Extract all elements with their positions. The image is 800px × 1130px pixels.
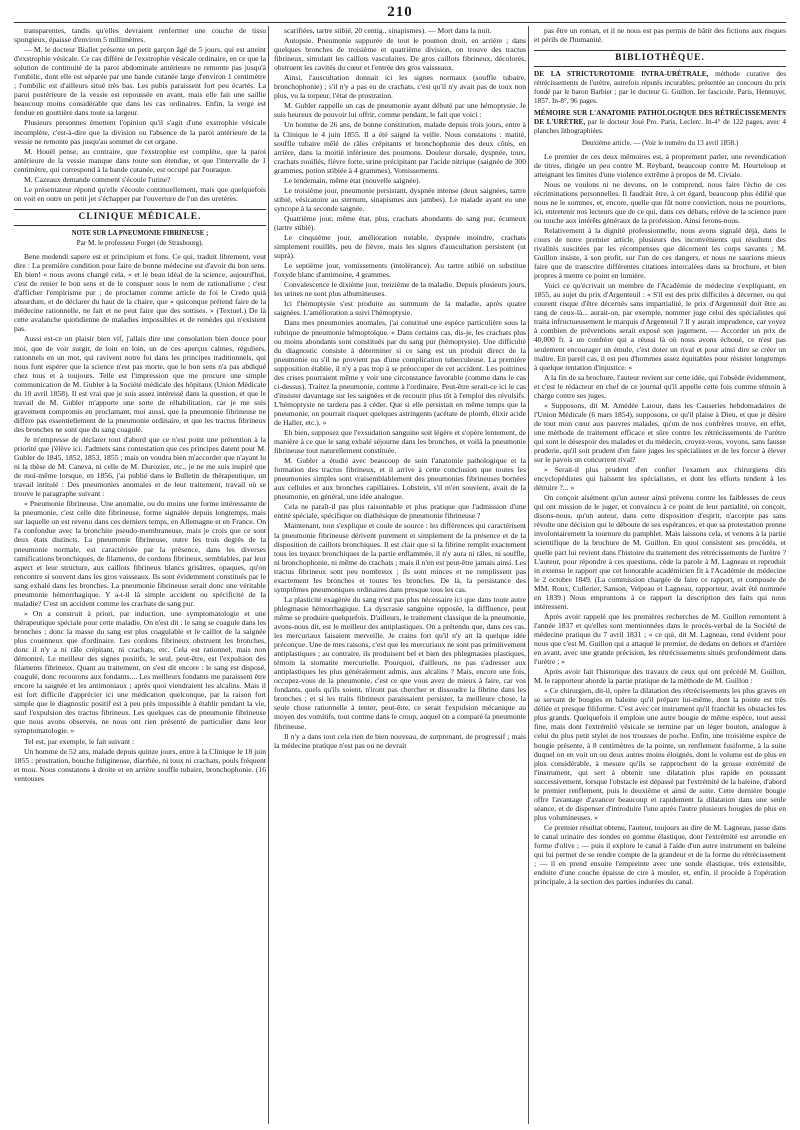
paragraph: La plasticité exagérée du sang n'est pas plus nécessaire ici que dans toute autre phlegmasie hémorrhagique. La dyscrasie sanguine opposée, la diffluence, peut même se produire quelquefois. D'ailleurs, le traitement classique de la pneumonie, avons-nous dit, est le meilleur des antiplastiques. On a prétendu que, dans ces cas, les mercuriaux faisaient merveille. Je crains fort qu'il n'y ait là quelque idée préconçue. Une de mes raisons, c'est que les mercuriaux ne sont pas primitivement antiplastiques ; au contraire, ils produisent bel et bien des phlegmasies plastiques, témoin la stomatite mercurielle. Pourquoi, d'ailleurs, ne pas s'adresser aux antiplastiques les plus généralement admis, aux alcalins ? Mais, encore une fois, occupez-vous de la pneumonie, c'est ce que vous avez de mieux à faire, car vos fondants, quels qu'ils soient, n'iront pas chercher et dissoudre la fibrine dans les bronches ; et si les traits fibrineux paraissaient persister, la meilleure chose, la seule chose rationnelle à tenter, peut-être, ce serait l'expulsion mécanique au moyen des vomitifs, tout comme dans le croup, auquel on a comparé la pneumonie fibrineuse.: [274, 594, 526, 731]
paragraph: Nous ne voulons ni ne devons, on le comprend, nous faire l'écho de ces récriminations personnelles. Il faudrait être, à cet égard, beaucoup plus édifié que nous ne le sommes, et, encore, quelle que fût notre conviction, nous ne pourrions, ici, entretenir nos lecteurs que de ce qui, dans ces débats, relève de la science pure ou touche aux intérêts généraux de la profession. Ainsi ferons-nous.: [534, 179, 786, 225]
paragraph: « Ce chirurgien, dit-il, opère la dilatation des rétrécissements les plus graves en se servant de bougies en baleine qu'il prépare lui-même, dont la pointe est très déliée et presque filiforme. C'est avec cet instrument qu'il franchit les obstacles les plus grands. Quelquefois il emploie une autre bougie de même espèce, tout aussi fine, mais dont l'extrémité vésicale se termine par un léger bouton, analogue à celui du plus petit stylet de nos trousses de poche. Enfin, une troisième espèce de bougie présente, à 8 centimètres de la pointe, un renflement fusiforme, à la suite duquel on en voit un ou deux autres moins éloignés, dont le volume est de plus en plus considérable, à mesure qu'ils se rapprochent de la grosse extrémité de l'instrument, qui sert à obtenir une dilatation plus rapide en poussant successivement, lorsque l'obstacle est dépassé par l'extrémité de la baleine, d'abord le premier renflement, puis le deuxième et ainsi de suite. Cette dernière bougie offre l'avantage d'avancer beaucoup et rapidement la dilatation dans une seule séance, et de dispenser d'introduire l'une après l'autre plusieurs bougies de plus en plus volumineuses. »: [534, 686, 786, 822]
column-divider: [528, 26, 529, 1124]
article-title: NOTE SUR LA PNEUMONIE FIBRINEUSE ;: [71, 229, 209, 237]
paragraph: Voici ce qu'écrivait un membre de l'Académie de médecine s'expliquant, en 1855, au sujet du prix d'Argenteuil : « S'il est des prix difficiles à décerner, ou qui courent risque d'être décernés sans impartialité, le prix d'Argenteuil doit être au rang de ceux-là... aurait-on, par exemple, nommer juge celui des spécialistes qui traita infructueusement le marquis d'Argenteuil ? Il y aurait imprudence, car voyez à combien de préventions serait exposé son jugement. — Accorder un prix de 40,000 fr. à un confrère qui a réussi là où nous avons échoué, ce n'est pas seulement encourager un émule, c'est doter un rival et pour ainsi dire se créer un maître. En pareil cas, il est peu d'hommes assez équitables pour résister longtemps à quelque tentation d'injustice. »: [534, 281, 786, 372]
paragraph: Après avoir fait l'historique des travaux de ceux qui ont précédé M. Guillon, M. le rapporteur aborde la partie pratique de la méthode de M. Guillon :: [534, 667, 786, 686]
paragraph: A la fin de sa brochure, l'auteur revient sur cette idée, qui l'obsède évidemment, et c'est le rédacteur en chef de ce journal qu'il appelle cette fois comme témoin à charge contre ses juges.: [534, 372, 786, 400]
header-rule: [14, 22, 786, 23]
bibliography-details: par le docteur José Pro. Paris, Leclerc. In-4° de 122 pages, avec 4 planches lithographiées.: [534, 118, 786, 136]
column-3: [534, 26, 786, 1124]
paragraph: Ainsi, l'auscultation donnait ici les signes normaux (souffle tubaire, bronchophonie) ; s'il n'y a pas eu de crachats, c'est qu'il n'y avait pas de toux non plus, vu la torpeur, l'état de prostration.: [274, 73, 526, 101]
paragraph: Autopsie. Pneumonie suppurée de tout le poumon droit, en arrière ; dans quelques bronches de troisième et quatrième division, on trouve des tractus fibrineux, simulant les caillots vasculaires. De gros caillots fibrineux, décolorés, obstruent les cavités du cœur et l'entrée des gros vaisseaux.: [274, 36, 526, 73]
bibliography-entry: [534, 109, 786, 136]
paragraph: Tel est, par exemple, le fait suivant :: [24, 736, 135, 746]
bibliography-details: méthode curative des rétrécissements de l'urètre, autrefois réputés incurables, présentée au concours du prix fondé par le baron Barbier ; par le docteur G. Guillon. Ier fascicule. Paris, Hennuyer, 1857. In-8°, 96 pages.: [534, 70, 786, 106]
paragraph: On conçoit aisément qu'un auteur ainsi prévenu contre les faiblesses de ceux qui ont mission de le juger, et convaincu à ce point de leur partialité, on conçoit, disons-nous, qu'un auteur, dans cette disposition d'esprit, n'accepte pas sans révolte une décision qui le déboute de ses espérances, et que sa protestation prenne involontairement la tournure du pamphlet. Mais laissons cela, et venons à la partie scientifique de la brochure de M. Guillon. En quoi consistent ses procédés, et quelle part lui revient dans l'histoire du traitement des rétrécissements de l'urètre ? L'auteur, pour répondre à ces questions, cède la parole à M. Lagneau et reproduit in extenso le rapport que cet honorable académicien fit à l'Académie de médecine le 2 octobre 1849. (La commission chargée de faire ce rapport, et composée de MM. Roux, Cullerier, Sanson, Velpeau et Lagneau, rapporteur, avait été nommée en 1839.) Nous empruntons à ce rapport la description des faits qui nous intéressent.: [534, 493, 786, 611]
paragraph: Le présentateur répond qu'elle s'écoule continuellement, mais que quelquefois on voit en outre un petit jet s'échapper par l'ouverture de l'un des uretères.: [14, 184, 266, 203]
paragraph: M. Gubler rappelle un cas de pneumonie ayant débuté par une hémoptysie. Je suis heureux de pouvoir lui offrir, comme pendant, le fait que voici :: [274, 101, 526, 120]
article-note: Deuxième article. — (Voir le numéro du 13 avril 1858.): [581, 139, 739, 148]
paragraph: « Pneumonie fibrineuse. Une anomalie, ou du moins une forme intéressante de la pneumonie, c'est celle dite fibrineuse, forme signalée depuis longtemps, mais sur laquelle on est revenu dans ces derniers temps, en Allemagne et en France. On l'a confondue avec la bronchite pseudo-membraneuse, mais je crois que ce sont deux états distincts. La pneumonie fibrineuse, outre les trois degrés de la pneumonie normale, est caractérisée par la présence, dans les diverses ramifications bronchiques, de filaments, de cordons fibrineux, semblables, par leur aspect et leur structure, aux caillots fibrineux blancs grisâtres, opaques, qu'on rencontre si souvent dans les gros vaisseaux. Ils sont évidemment constitués par le sang exhalé dans les bronches. La pneumonie fibrineuse serait donc une véritable pneumonie hémorrhagique. Y a-t-il là simple accident ou spécificité de la maladie? C'est un accident comme les crachats de sang pur.: [14, 499, 266, 608]
paragraph: Le septième jour, vomissements (intolérance). Au tartre stibié on substitue l'oxyde blanc d'antimoine, 4 grammes.: [274, 261, 526, 280]
paragraph: Eh bien, supposez que l'exsudation sanguine soit légère et s'opère lentement, de manière à ce que le sang exhalé séjourne dans les bronches, et voilà la pneumonie fibrineuse tout naturellement constituée.: [274, 428, 526, 456]
paragraph: Le lendemain, même état (nouvelle saignée).: [284, 175, 421, 185]
paragraph: Je m'empresse de déclarer tout d'abord que ce n'est point une prétention à la priorité que j'élève ici. J'admets sans contestation que ces principes datent pour M. Gubler de 1845, 1852, 1853, 1855 ; mais on voudra bien m'accorder que n'ayant lu ni la thèse de M. Caneva, ni celle de M. Duroziez, etc., je ne me suis inspiré que de moi-même lorsque, en 1856, j'ai publié dans le Bulletin de thérapeutique, un travail intitulé : Des pneumonies anomales et de leur traitement, travail où se trouve le paragraphe suivant :: [14, 434, 266, 499]
paragraph: M. Houël pense, au contraire, que l'exstrophie est complète, que la paroi antérieure de la vessie manque dans toute son étendue, et que l'intervalle de 1 centimètre, qui correspond à la bande cutanée, est occupé par l'ouraque.: [14, 146, 266, 174]
paragraph: M. Cazeaux demande comment s'écoule l'urine?: [24, 174, 171, 184]
paragraph: Un homme de 52 ans, malade depuis quinze jours, entre à la Clinique le 18 juin 1855 : prostration, bouche fuligineuse, diarrhée, ni toux ni crachats, pouls fréquent et mou. Nous constatons à droite et en arrière souffle tubaire, bronchophonie. (16 ventouses: [14, 746, 266, 783]
paragraph: Plusieurs personnes émettent l'opinion qu'il s'agit d'une exstrophie vésicale incomplète, c'est-à-dire que la division ou l'absence de la paroi antérieure de la vessie ne remonte pas jusqu'au sommet de cet organe.: [14, 118, 266, 146]
bibliography-title: DE LA STRICTUROTOMIE INTRA-URÉTRALE,: [534, 70, 709, 79]
paragraph: Le troisième jour, pneumonie persistant, dyspnée intense (deux saignées, tartre stibié, vésicatoire au sternum, sinapismes aux jambes). Le malade ayant eu une syncope à la seconde saignée.: [274, 185, 526, 213]
paragraph: — M. le docteur Biallet présente un petit garçon âgé de 5 jours, qui est atteint d'exstrophie vésicale. Ce cas diffère de l'exstrophie vésicale ordinaire, en ce que la solution de continuité de la paroi abdominale antérieure ne remonte pas jusqu'à l'ombilic, dont elle est séparée par une bande cutanée large d'environ 1 centimètre ; l'ombilic est d'ailleurs situé très bas. Les pubis paraissent fort peu écartés. La paroi postérieure de la vessie est repoussée en avant, mais elle fait une saillie beaucoup moins considérable que dans les cas ordinaires. Enfin, la verge est fendue en gouttière dans toute sa largeur.: [14, 45, 266, 118]
section-title: BIBLIOTHÈQUE.: [534, 50, 786, 67]
paragraph: » Serait-il plus prudent d'en confier l'examen aux chirurgiens dits encyclopédistes qui haïssent les spécialistes, et dont les efforts tendent à les détruire ?... »: [534, 465, 786, 493]
paragraph: » On a construit à priori, par induction, une symptomatologie et une thérapeutique spéciale pour cette maladie. On n'est dit : le sang se coagule dans les bronches ; donc la masse du sang est plus coagulable et le caillot de la saignée plus couenneux que d'ordinaire. Les cordons fibrineux obstruent les bronches, donc il n'y a ni râle crépitant, ni crachats, etc. Cela est rationnel, mais non démontré. Le meilleur des signes positifs, le seul, peut-être, est l'expulsion des filaments fibrineux. Quant au traitement, on s'est dit encore : le sang est disposé, coagulé, donc recourons aux fondants.... Les meilleurs fondants me paraissent être encore la saignée et les antimoniaux ; après quoi viendraient les alcalins. Mais il est fort difficile d'apprécier ici une médication quelconque, par la raison fort simple que le diagnostic positif est à peu près impossible à établir pendant la vie, sauf l'expulsion des tractus fibrineux. Les quelques cas de pneumonie fibrineuse que nous avons observés, ne nous ont rien présenté de particulier dans leur symptomatologie. »: [14, 608, 266, 736]
paragraph: Dans mes pneumonies anomales, j'ai constitué une espèce particulière sous la rubrique de pneumonie hémoptoïque. « Dans certains cas, dis-je, les crachats plus ou moins abondants sont constitués par du sang pur (hémoptysie). Une difficulté du diagnostic consiste à déterminer si ce sang est un produit direct de la pneumonie ou s'il ne provient pas d'une complication tuberculeuse. La première supposition établie, il n'y a pas trop à se préoccuper de cet accident. Les poitrines des crises pourraient même y voir une circonstance favorable (comme dans le cas ci-dessus). Traitez la pneumonie, comme à l'ordinaire. Peut-être serait-ce ici le cas d'insister davantage sur les saignées et de recourir plus tôt à l'emploi des révulsifs. L'hémoptysie ne tardera pas à céder. Que si elle persistait en même temps que la pneumonie, on pourrait risquer quelques astringents (acétate de plomb, élixir acide de Haller, etc.). »: [274, 318, 526, 427]
paragraph: Le cinquième jour, amélioration notable, dyspnée moindre, crachats simplement rouillés, peu de fièvre, mais les signes d'auscultation persistent (ut suprà).: [274, 233, 526, 261]
paragraph: Convalescence le dixième jour, treizième de la maladie. Depuis plusieurs jours, les urines ne sont plus albumineuses.: [274, 280, 526, 299]
paragraph: Le premier de ces deux mémoires est, à proprement parler, une revendication de titres, dirigée un peu contre M. Reybard, beaucoup contre M. Heurteloup et atteignant les limites d'une violence extrême à propos de M. Civiale.: [534, 151, 786, 179]
paragraph: « Supposons, dit M. Amédée Latour, dans les Causeries hebdomadaires de l'Union Médicale (6 mars 1854), supposons, ce qu'il plaise à Dieu, et que je désire de tout mon cœur aux pauvres malades, qu'un de nos confrères trouve, en effet, une méthode de traitement efficace et sûre contre les rétrécissements de l'urètre qui sont le désespoir des malades et du médecin, croyez-vous, voyons, sans fausse pruderie, qu'il soit prudent d'en faire juges les spécialistes et de les forcer à élever sur le pavois un concurrent rival?: [534, 400, 786, 465]
column-1: [14, 26, 266, 1124]
paragraph: transparentes, tandis qu'elles devraient renfermer une couche de tissu spongieux, épaisse d'environ 5 millimètres.: [14, 26, 266, 45]
paragraph: M. Gubler a étudié avec beaucoup de soin l'anatomie pathologique et la formation des tractus fibrineux, et il arrive à cette conclusion que toutes les pneumonies simples sont vraisemblablement des pneumonies fibrineuses bornées aux cellules et aux bronches capillaires. Lobstein, s'il m'en souvient, avait de la pneumonie, en général, une idée analogue.: [274, 456, 526, 502]
paragraph: pas être un roman, et il ne nous est pas permis de bâtir des fictions aux risques et périls de l'humanité.: [534, 26, 786, 45]
bibliography-title: MÉMOIRE SUR L'ANATOMIE PATHOLOGIQUE DES RÉTRÉCISSEMENTS DE L'URÈTRE,: [534, 109, 786, 127]
paragraph: Maintenant, tout s'explique et coule de source : les différences qui caractérisent la pneumonie fibrineuse dérivent purement et simplement de la présence et de la disposition de caillots bronchiques. Il est clair que si la fibrine remplit exactement tous les tuyaux bronchiques de la partie enflammée, il n'y aura ni râles, ni souffle, ni bronchophonie, ni même de crachats ; mais il n'en est peut-être jamais ainsi. Les tractus fibrineux sont peu nombreux ; ils sont minces et ne remplissent pas exactement les bronches et toutes les bronches. De là, la persistance des symptômes pneumoniques ordinaires dans presque tous les cas.: [274, 521, 526, 594]
bibliography-entry: [534, 70, 786, 106]
section-title: CLINIQUE MÉDICALE.: [14, 209, 266, 226]
paragraph: Il n'y a dans tout cela rien de bien nouveau, de surprenant, de progressif ; mais la médecine pratique n'est pas ou ne devrait: [274, 731, 526, 750]
paragraph: Ce premier résultat obtenu, l'auteur, toujours au dire de M. Lagneau, passe dans le canal urinaire des sondes en gomme élastique, dont l'extrémité est arrondie en forme d'olive ; — puis il explore le canal à l'aide d'un autre instrument en baleine qui lui permet de se rendre compte de la grandeur et de la forme du rétrécissement ; — il en prend ensuite l'empreinte avec une sonde élastique, très extensible, enduite d'une couche épaisse de cire à mouler, et, enfin, il procède à l'opération principale, à la section des parties indurées du canal.: [534, 822, 786, 887]
paragraph: Un homme de 26 ans, de bonne constitution, malade depuis trois jours, entre à la Clinique le 4 juin 1855. Il a été saigné la veille. Nous constatons : matité, souffle tubaire mêlé de râles crépitants et bronchophonie des deux côtés, en arrière, dans la moitié inférieure des poumons. Douleur dorsale, dyspnée, toux, crachats rouillés, fièvre forte, urine précipitant par l'acide nitrique (saignée de 300 grammes, potion stibiée à 4 grammes). Vomissements.: [274, 120, 526, 175]
paragraph: Aussi est-ce un plaisir bien vif, j'allais dire une consolation bien douce pour moi, que de voir surgir, de loin en loin, un de ces aperçus calmes, réguliers, rationnels en un mot, qui ravivent notre foi dans les principes traditionnels, qui nous font espérer que la science n'est pas morte, que le bon sens n'a pas abdiqué chez tous et à toujours. Telle est l'impression que me procure une simple communication de M. Gubler à la Société médicale des hôpitaux (Union Médicale du 10 avril 1858). Il est vrai que je suis assez intéressé dans la question, et que le travail de M. Gubler m'apporte une sorte de réhabilitation, car je me suis gravement compromis en proclamant, moi aussi, que la pneumonie fibrineuse ne diffère pas essentiellement de la pneumonie ordinaire, et que les tractus fibrineux des bronches ne sont que du sang coagulé.: [14, 334, 266, 434]
paragraph: Relativement à la dignité professionnelle, nous avons signalé déjà, dans le cours de notre premier article, plusieurs des inconvénients qui résultent des rivalités suscitées par les récompenses que décernent les corps savants ; M. Guillon insiste, à son profit, sur l'un de ces dangers, et nous ne saurions mieux faire que de transcrire différentes citations intercalées dans sa brochure, et bien propres à mettre ce point en lumière.: [534, 225, 786, 281]
paragraph: Ici l'hémoptysie s'est produite au summum de la maladie, après quatre saignées. L'amélioration a suivi l'hémoptysie.: [274, 299, 526, 318]
paragraph: scarifiées, tartre stibié, 20 centig., sinapismes). — Mort dans la nuit.: [284, 26, 492, 35]
article-byline: Par M. le professeur Forget (de Strasbourg).: [76, 238, 204, 247]
paragraph: Quatrième jour, même état, plus, crachats abondants de sang pur, écumeux (tartre stibié).: [274, 213, 526, 232]
page-number: 210: [387, 4, 413, 20]
column-divider: [268, 26, 269, 1124]
paragraph: Après avoir rappelé que les premières recherches de M. Guillon remontent à l'année 1837 et qu'elles sont mentionnées dans le procès-verbal de la Société de médecine pratique du 7 avril 1831 ; « ce qui, dit M. Lagneau, rend évident pour nous que c'est M. Guillon qui a attaqué le premier, de dedans en dehors et d'arrière en avant, avec une grande précision, les rétrécissements situés profondément dans l'urètre ; »: [534, 611, 786, 667]
paragraph: Cela ne paraît-il pas plus raisonnable et plus pratique que l'admission d'une entité spéciale, spécifique ou diathésique de pneumonie fibrineuse ?: [274, 502, 526, 521]
paragraph: Bene medendi sapere est et principium et fons. Ce qui, traduit librement, veut dire : La première condition pour faire de bonne médecine est d'avoir du bon sens. Eh bien! « nous avons changé cela, » et le beau idéal de la science, aujourd'hui, c'est de renier le bon sens et de le conspuer sous le nom de rationalisme ; c'est d'afficher l'empirisme pur ; de proclamer comme article de foi le Credo quià absurdum, et de déclarer du haut de la chaire, que « quiconque prétend faire de la médecine rationnelle, ne fait et ne peut faire que des sottises. » (Textuel.) De là cette avalanche quotidienne de maladies impossibles et de remèdes qui n'existent pas.: [14, 252, 266, 334]
column-2: [274, 26, 526, 1124]
